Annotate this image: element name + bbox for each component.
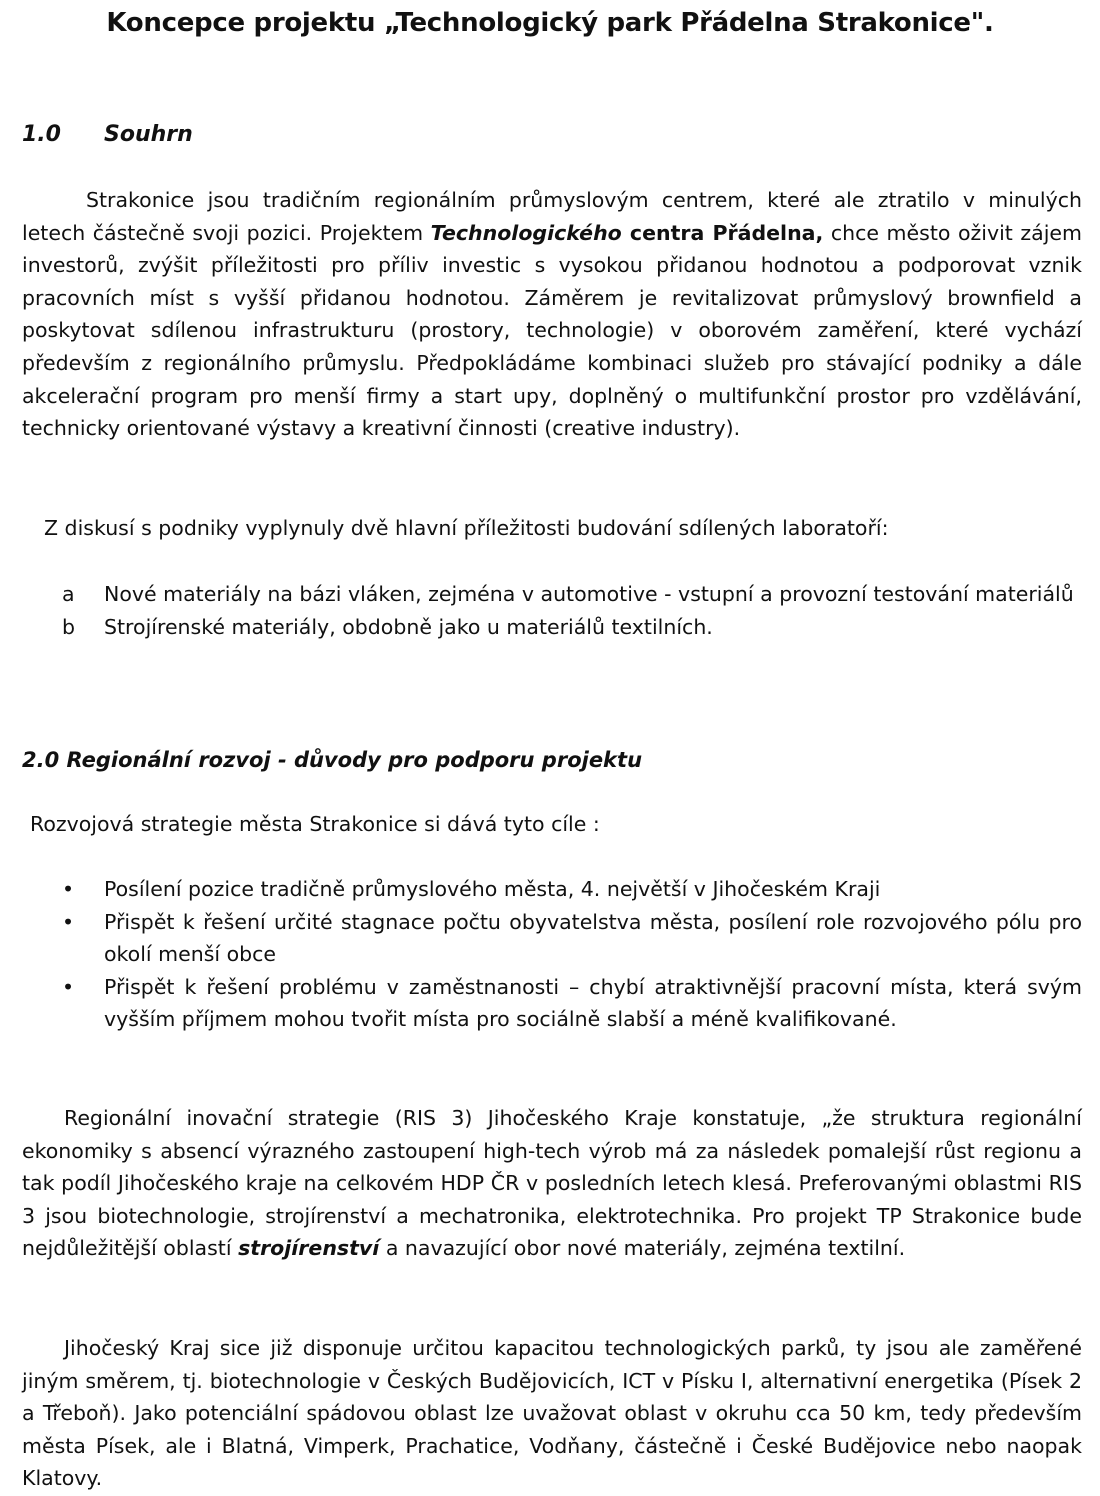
list-marker: b	[62, 614, 76, 639]
labs-list	[62, 578, 1082, 643]
list-item	[62, 971, 1082, 1036]
bullet-icon: •	[62, 974, 75, 999]
summary-emphasis-italic: Technologického	[430, 220, 622, 245]
list-item	[62, 578, 1082, 611]
bullet-icon: •	[62, 909, 75, 934]
bullet-icon: •	[62, 877, 75, 901]
strategy-intro: Rozvojová strategie města Strakonice si dává tyto cíle :	[30, 812, 600, 836]
document-title: Koncepce projektu „Technologický park Přádelna Strakonice".	[106, 8, 994, 38]
ris3-emphasis: strojírenství	[238, 1236, 380, 1261]
list-item-text: Přispět k řešení určité stagnace počtu obyvatelstva města, posílení role rozvojového pólu pro okolí menší obce	[104, 909, 1082, 967]
summary-emphasis-bold: centra Přádelna,	[621, 220, 824, 245]
list-item	[62, 873, 1082, 906]
ris3-paragraph	[22, 1102, 1082, 1265]
ris3-text-end: a navazující obor nové materiály, zejména textilní.	[379, 1236, 906, 1261]
ris3-text-start: Regionální inovační strategie (RIS 3) Jihočeského Kraje konstatuje, „že struktura regionální ekonomiky s absencí výrazného zastoupení high-tech výrob má za následek pomalejší růst regionu a tak podíl Jihočeského kraje na celkovém HDP ČR v posledních letech klesá. Preferovanými oblastmi RIS 3 jsou biotechnologie, strojírenství a mechatronika, elektrotechnika. Pro projekt TP Strakonice bude nejdůležitější oblastí	[22, 1106, 1082, 1261]
summary-paragraph	[22, 184, 1082, 445]
tech-parks-paragraph: Jihočeský Kraj sice již disponuje určitou kapacitou technologických parků, ty jsou ale zaměřené jiným směrem, tj. biotechnologie v Českých Budějovicích, ICT v Písku I, alternativní energetika (Písek 2 a Třeboň). Jako potenciální spádovou oblast lze uvažovat oblast v okruhu cca 50 km, tedy především města Písek, ale i Blatná, Vimperk, Prachatice, Vodňany, částečně i České Budějovice nebo naopak Klatovy.	[22, 1336, 1082, 1491]
list-item-text: Přispět k řešení problému v zaměstnanosti – chybí atraktivnější pracovní místa, která svým vyšším příjmem mohou tvořit místa pro sociálně slabší a méně kvalifikované.	[104, 974, 1082, 1032]
list-item-text: Strojírenské materiály, obdobně jako u materiálů textilních.	[104, 614, 713, 639]
list-item	[62, 906, 1082, 971]
strategy-goals-list	[62, 873, 1082, 1036]
list-marker: a	[62, 582, 75, 606]
labs-intro-paragraph: Z diskusí s podniky vyplynuly dvě hlavní příležitosti budování sdílených laboratoří:	[44, 516, 889, 540]
list-item-text: Nové materiály na bázi vláken, zejména v automotive - vstupní a provozní testování materiálů	[104, 582, 1074, 606]
summary-text-end: chce město oživit zájem investorů, zvýšit příležitosti pro příliv investic s vysokou přidanou hodnotou a podporovat vznik pracovních míst s vyšší přidanou hodnotou. Záměrem je revitalizovat průmyslový brownfield a poskytovat sdílenou infrastrukturu (prostory, technologie) v oborovém zaměření, které vychází především z regionálního průmyslu. Předpokládáme kombinaci služeb pro stávající podniky a dále akcelerační program pro menší firmy a start upy, doplněný o multifunkční prostor pro vzdělávání, technicky orientované výstavy a kreativní činnosti (creative industry).	[22, 220, 1082, 441]
section-1-heading	[22, 120, 193, 150]
section-1-title: Souhrn	[104, 122, 193, 147]
section-1-number: 1.0	[22, 122, 61, 147]
list-item	[62, 611, 1082, 644]
summary-text-start: Strakonice jsou tradičním regionálním průmyslovým centrem, které ale ztratilo v minulých letech částečně svoji pozici. Projektem	[22, 188, 1082, 245]
list-item-text: Posílení pozice tradičně průmyslového města, 4. největší v Jihočeském Kraji	[104, 877, 881, 901]
section-2-heading: 2.0 Regionální rozvoj - důvody pro podporu projektu	[22, 748, 643, 772]
